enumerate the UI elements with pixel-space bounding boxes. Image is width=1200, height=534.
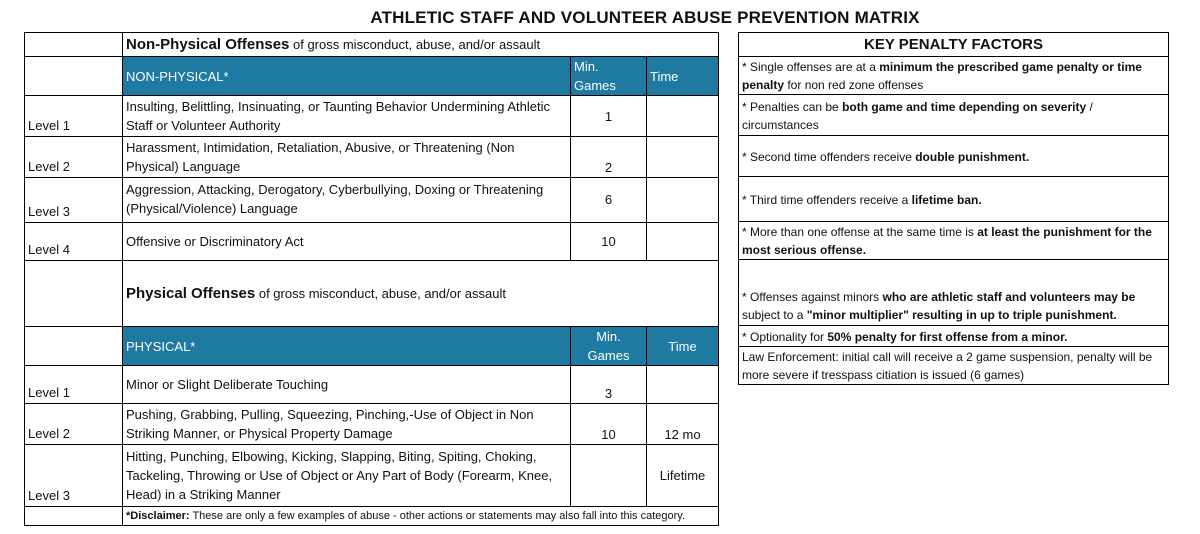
offense-desc: Insulting, Belittling, Insinuating, or Taunting Behavior Undermining Athletic Staff or Volunteer Authority: [123, 96, 571, 137]
nonphysical-col-games: Min. Games: [571, 57, 647, 96]
page-title: ATHLETIC STAFF AND VOLUNTEER ABUSE PREVENTION MATRIX: [370, 8, 920, 27]
min-games: [571, 445, 647, 507]
offense-desc: Pushing, Grabbing, Pulling, Squeezing, Pinching,-Use of Object in Non Striking Manner, or Physical Property Damage: [123, 404, 571, 445]
factor-item: * Penalties can be both game and time depending on severity / circumstances: [739, 95, 1169, 136]
level-label: Level 1: [25, 366, 123, 404]
nonphysical-col-time: Time: [647, 57, 719, 96]
min-games: 6: [571, 178, 647, 223]
nonphysical-section-title: Non-Physical Offenses of gross misconduct, abuse, and/or assault: [123, 33, 719, 57]
time-value: [647, 223, 719, 261]
disclaimer-row: [25, 507, 719, 526]
physical-header-label: PHYSICAL*: [123, 327, 571, 366]
offense-desc: Hitting, Punching, Elbowing, Kicking, Slapping, Biting, Spiting, Choking, Tackeling, Throwing or Use of Object or Any Part of Body (Forearm, Knee, Head) in a Striking Manner: [123, 445, 571, 507]
time-value: [647, 366, 719, 404]
min-games: 10: [571, 223, 647, 261]
table-row: [25, 178, 719, 223]
factor-item: * Second time offenders receive double punishment.: [739, 136, 1169, 177]
offense-desc: Aggression, Attacking, Derogatory, Cyberbullying, Doxing or Threatening (Physical/Violence) Language: [123, 178, 571, 223]
time-value: [647, 137, 719, 178]
offense-desc: Harassment, Intimidation, Retaliation, Abusive, or Threatening (Non Physical) Language: [123, 137, 571, 178]
table-row: [25, 96, 719, 137]
table-row: [25, 366, 719, 404]
physical-section-row: [25, 261, 719, 327]
offense-desc: Minor or Slight Deliberate Touching: [123, 366, 571, 404]
min-games: 10: [571, 404, 647, 445]
factor-item: * Optionality for 50% penalty for first offense from a minor.: [739, 326, 1169, 347]
min-games: 1: [571, 96, 647, 137]
offense-matrix-table: [24, 32, 719, 526]
nonphysical-header-label: NON-PHYSICAL*: [123, 57, 571, 96]
nonphysical-header-row: [25, 57, 719, 96]
physical-col-games: Min. Games: [571, 327, 647, 366]
nonphysical-section-row: [25, 33, 719, 57]
factor-item: * Third time offenders receive a lifetime ban.: [739, 177, 1169, 222]
physical-header-row: [25, 327, 719, 366]
level-label: Level 4: [25, 223, 123, 261]
min-games: 2: [571, 137, 647, 178]
level-label: Level 3: [25, 445, 123, 507]
factor-item: * Single offenses are at a minimum the prescribed game penalty or time penalty for non red zone offenses: [739, 57, 1169, 95]
level-label: Level 1: [25, 96, 123, 137]
time-value: [647, 178, 719, 223]
disclaimer: *Disclaimer: These are only a few examples of abuse - other actions or statements may also fall into this category.: [123, 507, 719, 526]
offense-desc: Offensive or Discriminatory Act: [123, 223, 571, 261]
level-label: Level 3: [25, 178, 123, 223]
factor-item: * Offenses against minors who are athletic staff and volunteers may be subject to a "minor multiplier" resulting in up to triple punishment.: [739, 260, 1169, 326]
table-row: [25, 223, 719, 261]
time-value: [647, 96, 719, 137]
table-row: [25, 137, 719, 178]
factor-item-law-enforcement: Law Enforcement: initial call will receive a 2 game suspension, penalty will be more severe if tresspass citiation is issued (6 games): [739, 347, 1169, 385]
level-label: Level 2: [25, 404, 123, 445]
table-row: [25, 445, 719, 507]
time-value: 12 mo: [647, 404, 719, 445]
table-row: [25, 404, 719, 445]
physical-col-time: Time: [647, 327, 719, 366]
level-label: Level 2: [25, 137, 123, 178]
factor-item: * More than one offense at the same time is at least the punishment for the most serious offense.: [739, 222, 1169, 260]
physical-section-title: Physical Offenses of gross misconduct, abuse, and/or assault: [123, 261, 719, 327]
factors-header: KEY PENALTY FACTORS: [739, 33, 1169, 57]
time-value: Lifetime: [647, 445, 719, 507]
key-penalty-factors-table: [738, 32, 1169, 385]
min-games: 3: [571, 366, 647, 404]
